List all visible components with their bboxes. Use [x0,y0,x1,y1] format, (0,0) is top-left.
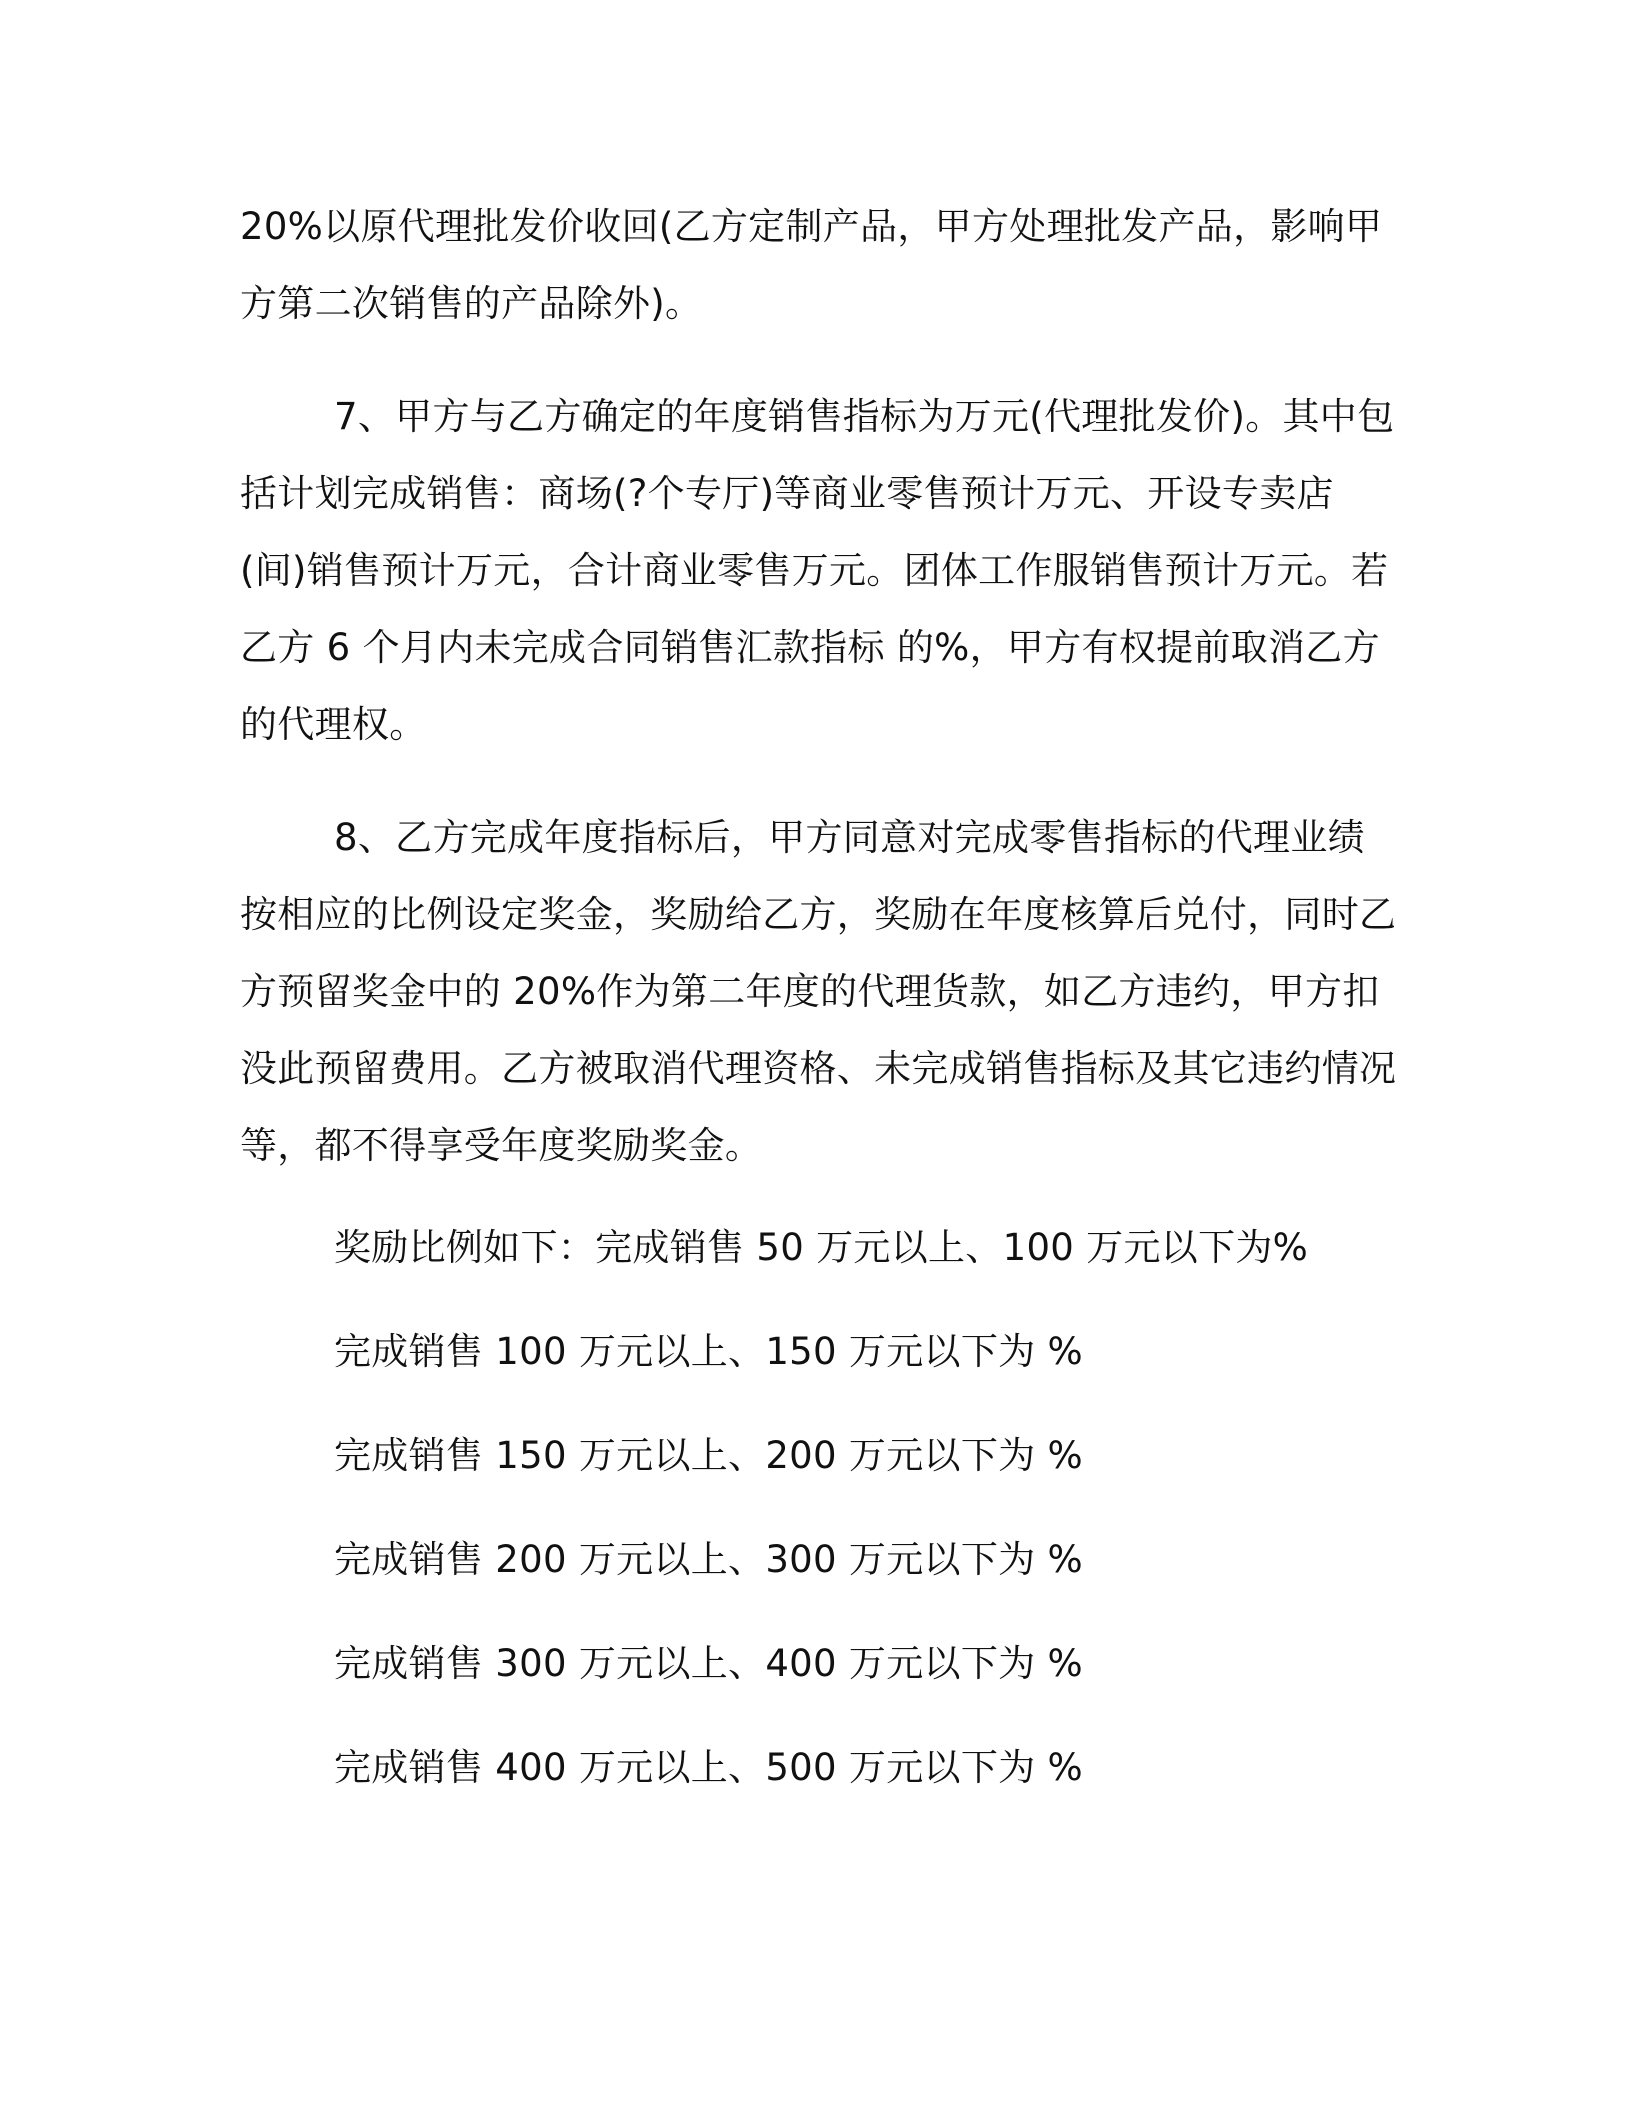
paragraph-clause-7: 7、甲方与乙方确定的年度销售指标为万元(代理批发价)。其中包括计划完成销售：商场(?个专厅)等商业零售预计万元、开设专卖店(间)销售预计万元，合计商业零售万元。团体工作服销售预计万元。若乙方 6 个月内未完成合同销售汇款指标 的%，甲方有权提前取消乙方的代理权。 [240,395,1395,746]
reward-rate-line: 完成销售 400 万元以上、500 万元以下为 % [334,1746,1083,1789]
paragraph-clause-8: 8、乙方完成年度指标后，甲方同意对完成零售指标的代理业绩按相应的比例设定奖金，奖励给乙方，奖励在年度核算后兑付，同时乙方预留奖金中的 20%作为第二年度的代理货款，如乙方违约，甲方扣没此预留费用。乙方被取消代理资格、未完成销售指标及其它违约情况等，都不得享受年度奖励奖金。 [240,816,1397,1167]
reward-rate-line: 完成销售 200 万元以上、300 万元以下为 % [334,1538,1083,1581]
paragraph-continuation: 20%以原代理批发价收回(乙方定制产品，甲方处理批发产品，影响甲方第二次销售的产品除外)。 [240,205,1383,325]
reward-rate-line: 奖励比例如下：完成销售 50 万元以上、100 万元以下为% [334,1226,1309,1269]
reward-rate-line: 完成销售 300 万元以上、400 万元以下为 % [334,1642,1083,1685]
reward-rate-line: 完成销售 150 万元以上、200 万元以下为 % [334,1434,1083,1477]
reward-rate-list [240,1209,1400,1807]
reward-rate-line: 完成销售 100 万元以上、150 万元以下为 % [334,1330,1083,1373]
document-body [240,188,1400,1833]
